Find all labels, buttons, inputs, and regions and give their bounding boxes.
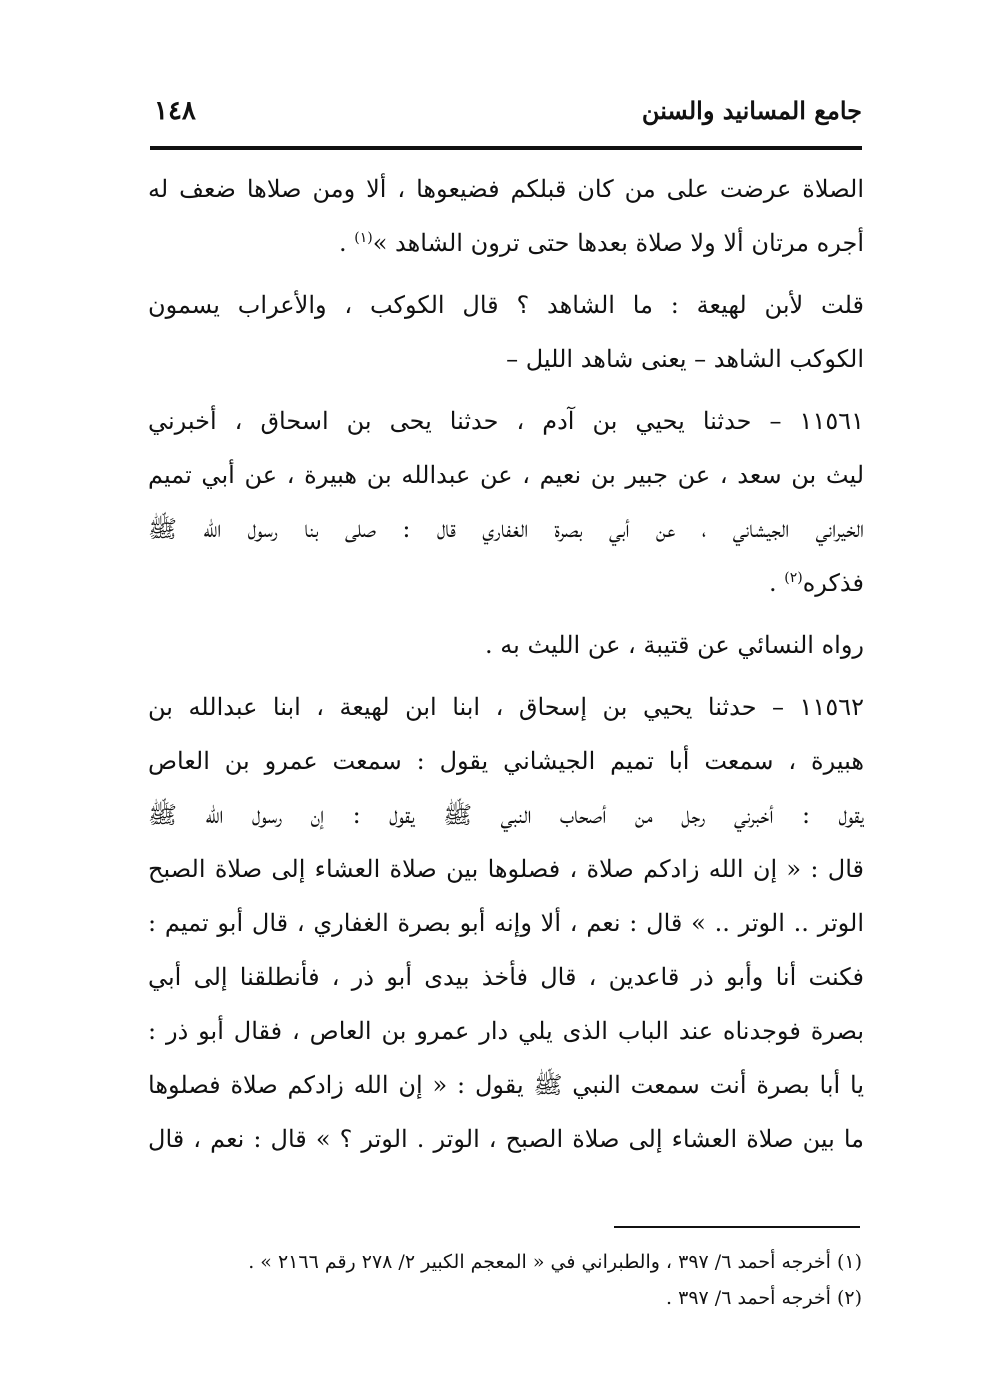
- line-tail: .: [768, 569, 785, 597]
- line-text: الصلاة عرضت على من كان قبلكم فضيعوها ، ألا ومن صلاها ضعف له: [148, 175, 864, 203]
- footnote-1: (١) أخرجه أحمد ٦/ ٣٩٧ ، والطبراني في « المعجم الكبير ٢/ ٢٧٨ رقم ٢١٦٦ » .: [248, 1251, 862, 1273]
- line-text: الوتر .. الوتر .. » قال : نعم ، ألا وإنه أبو بصرة الغفاري ، قال أبو تميم :: [148, 909, 864, 937]
- text-line: [148, 502, 864, 556]
- footnote-2: (٢) أخرجه أحمد ٦/ ٣٩٧ .: [666, 1287, 862, 1309]
- page-header: [150, 96, 862, 140]
- line-text: بصرة فوجدناه عند الباب الذى يلي دار عمرو بن العاص ، فقال أبو ذر :: [148, 1017, 864, 1045]
- line-text: الكوكب الشاهد – يعنى شاهد الليل –: [506, 345, 864, 373]
- text-line: [148, 394, 864, 448]
- line-text: هبيرة ، سمعت أبا تميم الجيشاني يقول : سمعت عمرو بن العاص: [148, 747, 864, 775]
- line-text: الخيراني الجيشاني ، عن أبي بصرة الغفاري قال : صلى بنا رسول الله ﷺ: [148, 515, 864, 543]
- line-text: فكنت أنا وأبو ذر قاعدين ، قال فأخذ بيدى أبو ذر ، فأنطلقنا إلى أبي: [148, 963, 864, 991]
- text-line: [148, 680, 864, 734]
- text-line: [148, 950, 864, 1004]
- text-line: [148, 618, 864, 672]
- line-text: ١١٥٦٢ – حدثنا يحيي بن إسحاق ، ابنا ابن لهيعة ، ابنا عبدالله بن: [148, 693, 864, 721]
- text-line: [148, 278, 864, 332]
- text-line: [148, 556, 864, 610]
- footnotes: [150, 1244, 862, 1316]
- line-text: قال : « إن الله زادكم صلاة ، فصلوها بين صلاة العشاء إلى صلاة الصبح: [148, 855, 864, 883]
- text-line: [148, 216, 864, 270]
- line-text: رواه النسائي عن قتيبة ، عن الليث به .: [485, 631, 864, 659]
- line-text: ليث بن سعد ، عن جبير بن نعيم ، عن عبدالله بن هبيرة ، عن أبي تميم: [148, 461, 864, 489]
- line-text: فذكره: [802, 569, 864, 597]
- footnote-separator: [614, 1226, 860, 1228]
- line-text: قلت لأبن لهيعة : ما الشاهد ؟ قال الكوكب ، والأعراب يسمون: [148, 291, 864, 319]
- line-text: ١١٥٦١ – حدثنا يحيي بن آدم ، حدثنا يحى بن اسحاق ، أخبرني: [148, 407, 864, 435]
- body-text: [148, 162, 864, 1166]
- text-line: [148, 1004, 864, 1058]
- header-rule: [150, 146, 862, 150]
- text-line: [148, 788, 864, 842]
- text-line: [148, 448, 864, 502]
- footnote-marker: (١): [354, 230, 373, 246]
- line-text: يقول : أخبرني رجل من أصحاب النبي ﷺ يقول : إن رسول الله ﷺ: [148, 801, 864, 829]
- page-number: ١٤٨: [154, 96, 196, 126]
- text-line: [148, 162, 864, 216]
- footnote-marker: (٢): [784, 570, 803, 586]
- text-line: [148, 1058, 864, 1112]
- text-line: [148, 842, 864, 896]
- line-text: ما بين صلاة العشاء إلى صلاة الصبح ، الوتر . الوتر ؟ » قال : نعم ، قال: [148, 1125, 864, 1153]
- line-text: أجره مرتان ألا ولا صلاة بعدها حتى ترون الشاهد »: [372, 229, 864, 257]
- line-text: يا أبا بصرة أنت سمعت النبي ﷺ يقول : « إن الله زادكم صلاة فصلوها: [148, 1071, 864, 1099]
- text-line: [148, 1112, 864, 1166]
- text-line: [148, 734, 864, 788]
- book-title: جامع المسانيد والسنن: [641, 96, 862, 125]
- line-tail: .: [338, 229, 355, 257]
- text-line: [148, 332, 864, 386]
- text-line: [148, 896, 864, 950]
